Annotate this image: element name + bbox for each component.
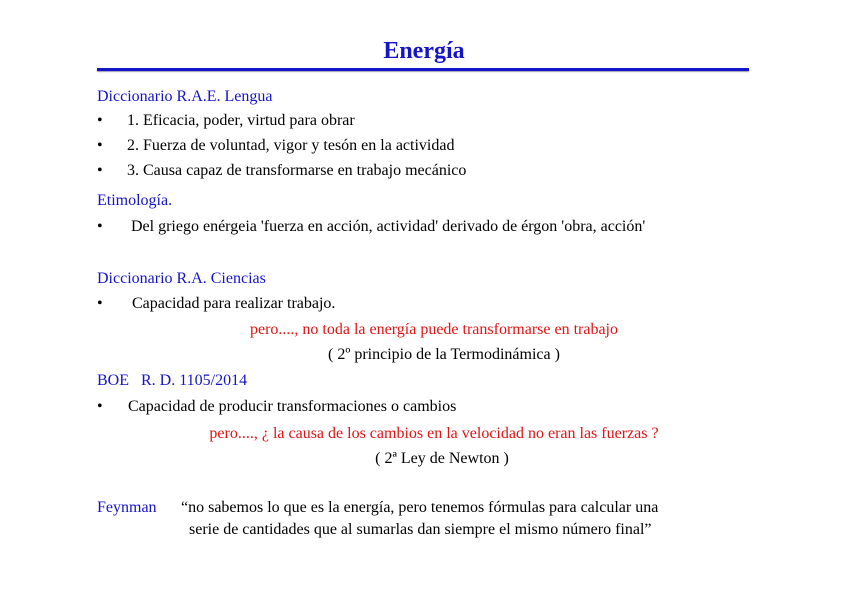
feynman-label: Feynman (97, 499, 157, 516)
page-title: Energía (383, 38, 465, 64)
feynman-quote-line-2: serie de cantidades que al sumarlas dan siempre el mismo número final” (189, 521, 652, 538)
bullet: • (97, 218, 103, 235)
list-item-text: Capacidad de producir transformaciones o cambios (128, 398, 457, 415)
list-item-text: 1. Eficacia, poder, virtud para obrar (127, 112, 355, 129)
bullet: • (97, 162, 103, 179)
title-underline (97, 68, 749, 71)
rae-lengua-heading: Diccionario R.A.E. Lengua (97, 88, 273, 105)
ra-ciencias-reference: ( 2º principio de la Termodinámica ) (328, 346, 560, 363)
list-item-text: 3. Causa capaz de transformarse en trabajo mecánico (127, 162, 467, 179)
bullet: • (97, 398, 103, 415)
bullet: • (97, 112, 103, 129)
list-item-text: Del griego enérgeia 'fuerza en acción, actividad' derivado de érgon 'obra, acción' (131, 218, 646, 235)
list-item-text: 2. Fuerza de voluntad, vigor y tesón en la actividad (127, 137, 455, 154)
bullet: • (97, 295, 103, 312)
ra-ciencias-note: pero...., no toda la energía puede transformarse en trabajo (250, 321, 618, 338)
boe-reference: ( 2ª Ley de Newton ) (375, 450, 509, 467)
list-item-text: Capacidad para realizar trabajo. (132, 295, 336, 312)
bullet: • (97, 137, 103, 154)
boe-heading: BOE R. D. 1105/2014 (97, 372, 248, 389)
feynman-quote-line-1: “no sabemos lo que es la energía, pero tenemos fórmulas para calcular una (181, 499, 659, 516)
etimologia-heading: Etimología. (97, 192, 173, 209)
boe-note: pero...., ¿ la causa de los cambios en la velocidad no eran las fuerzas ? (209, 425, 659, 442)
ra-ciencias-heading: Diccionario R.A. Ciencias (97, 270, 266, 287)
